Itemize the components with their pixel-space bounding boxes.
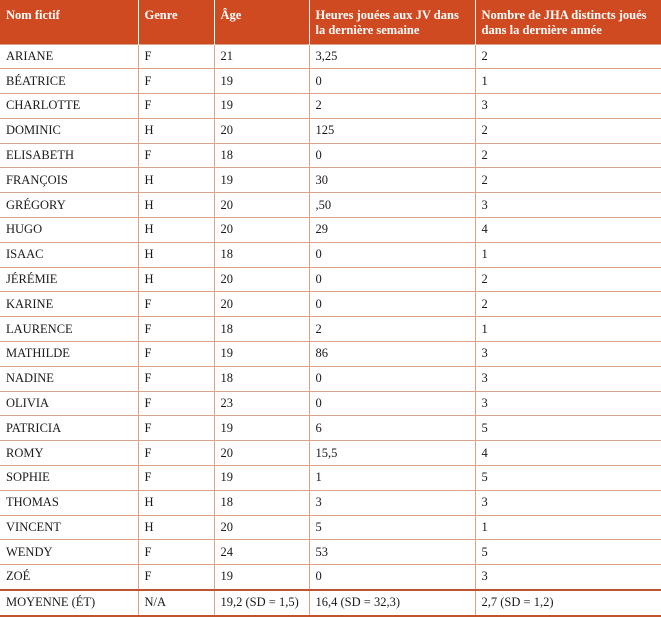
cell-hours: 0 [309,242,475,267]
table-row [0,441,661,466]
total-cell-age: 19,2 (SD = 1,5) [214,590,309,616]
cell-age: 23 [214,391,309,416]
cell-hours: 0 [309,69,475,94]
table-row [0,490,661,515]
cell-games: 3 [475,490,661,515]
table-header [0,0,661,44]
cell-hours: 29 [309,218,475,243]
cell-gender: F [138,44,214,69]
cell-games: 2 [475,292,661,317]
cell-name: CHARLOTTE [0,94,138,119]
cell-age: 18 [214,490,309,515]
table-row [0,292,661,317]
cell-games: 5 [475,540,661,565]
cell-age: 19 [214,168,309,193]
total-cell-name: MOYENNE (ÉT) [0,590,138,616]
cell-hours: 3,25 [309,44,475,69]
cell-name: ISAAC [0,242,138,267]
cell-games: 5 [475,416,661,441]
cell-age: 18 [214,366,309,391]
cell-hours: 53 [309,540,475,565]
header-gender: Genre [138,0,214,44]
cell-name: MATHILDE [0,342,138,367]
total-cell-games: 2,7 (SD = 1,2) [475,590,661,616]
cell-gender: F [138,466,214,491]
cell-name: PATRICIA [0,416,138,441]
cell-hours: 5 [309,515,475,540]
table-row [0,366,661,391]
cell-hours: ,50 [309,193,475,218]
cell-age: 20 [214,292,309,317]
cell-gender: F [138,441,214,466]
cell-gender: F [138,366,214,391]
cell-age: 19 [214,565,309,590]
cell-age: 20 [214,515,309,540]
total-row [0,590,661,616]
cell-name: HUGO [0,218,138,243]
cell-name: OLIVIA [0,391,138,416]
cell-hours: 0 [309,143,475,168]
cell-games: 3 [475,193,661,218]
cell-gender: H [138,193,214,218]
cell-name: VINCENT [0,515,138,540]
cell-gender: H [138,515,214,540]
cell-hours: 6 [309,416,475,441]
cell-games: 2 [475,44,661,69]
cell-name: FRANÇOIS [0,168,138,193]
cell-name: ZOÉ [0,565,138,590]
cell-gender: F [138,391,214,416]
table-row [0,143,661,168]
cell-name: ARIANE [0,44,138,69]
cell-games: 3 [475,366,661,391]
cell-hours: 1 [309,466,475,491]
cell-gender: F [138,94,214,119]
cell-name: NADINE [0,366,138,391]
cell-hours: 0 [309,267,475,292]
cell-age: 20 [214,218,309,243]
cell-age: 19 [214,416,309,441]
cell-name: DOMINIC [0,118,138,143]
cell-age: 18 [214,143,309,168]
cell-gender: F [138,317,214,342]
table-row [0,193,661,218]
table-row [0,515,661,540]
cell-hours: 0 [309,391,475,416]
cell-hours: 0 [309,565,475,590]
cell-gender: F [138,416,214,441]
table-row [0,242,661,267]
cell-games: 2 [475,118,661,143]
cell-games: 2 [475,143,661,168]
table-row [0,416,661,441]
cell-age: 20 [214,118,309,143]
cell-gender: F [138,69,214,94]
cell-games: 3 [475,565,661,590]
cell-age: 19 [214,94,309,119]
total-cell-hours: 16,4 (SD = 32,3) [309,590,475,616]
table-row [0,267,661,292]
header-age: Âge [214,0,309,44]
cell-games: 2 [475,168,661,193]
cell-games: 3 [475,342,661,367]
cell-games: 3 [475,391,661,416]
cell-name: JÉRÉMIE [0,267,138,292]
cell-hours: 125 [309,118,475,143]
table-row [0,317,661,342]
cell-age: 18 [214,242,309,267]
cell-age: 19 [214,69,309,94]
cell-games: 5 [475,466,661,491]
cell-games: 4 [475,441,661,466]
cell-name: THOMAS [0,490,138,515]
cell-gender: F [138,292,214,317]
cell-hours: 15,5 [309,441,475,466]
cell-name: GRÉGORY [0,193,138,218]
cell-name: SOPHIE [0,466,138,491]
table-row [0,118,661,143]
cell-name: KARINE [0,292,138,317]
cell-gender: H [138,118,214,143]
table-row [0,565,661,590]
cell-name: LAURENCE [0,317,138,342]
header-games-count: Nombre de JHA distincts joués dans la dernière année [475,0,661,44]
cell-games: 1 [475,515,661,540]
cell-name: ELISABETH [0,143,138,168]
table-row [0,466,661,491]
cell-hours: 0 [309,366,475,391]
cell-gender: H [138,218,214,243]
table-row [0,342,661,367]
table-row [0,69,661,94]
table-row [0,391,661,416]
cell-name: BÉATRICE [0,69,138,94]
cell-hours: 2 [309,94,475,119]
table-row [0,168,661,193]
cell-hours: 30 [309,168,475,193]
cell-hours: 2 [309,317,475,342]
cell-age: 20 [214,267,309,292]
header-name: Nom fictif [6,8,60,22]
header-hours-played: Heures jouées aux JV dans la dernière semaine [309,0,475,44]
cell-games: 2 [475,267,661,292]
cell-games: 1 [475,242,661,267]
table-body [0,44,661,616]
cell-age: 24 [214,540,309,565]
table-row [0,218,661,243]
cell-gender: H [138,168,214,193]
cell-gender: F [138,143,214,168]
cell-gender: F [138,540,214,565]
cell-games: 4 [475,218,661,243]
cell-hours: 86 [309,342,475,367]
cell-age: 19 [214,342,309,367]
cell-gender: H [138,242,214,267]
cell-hours: 3 [309,490,475,515]
cell-age: 20 [214,193,309,218]
cell-age: 19 [214,466,309,491]
table-row [0,94,661,119]
cell-games: 1 [475,69,661,94]
cell-age: 21 [214,44,309,69]
cell-name: ROMY [0,441,138,466]
cell-gender: H [138,267,214,292]
total-cell-gender: N/A [138,590,214,616]
cell-age: 20 [214,441,309,466]
cell-gender: F [138,342,214,367]
cell-games: 1 [475,317,661,342]
table-row [0,44,661,69]
cell-games: 3 [475,94,661,119]
cell-hours: 0 [309,292,475,317]
cell-age: 18 [214,317,309,342]
cell-name: WENDY [0,540,138,565]
table-row [0,540,661,565]
cell-gender: H [138,490,214,515]
cell-gender: F [138,565,214,590]
